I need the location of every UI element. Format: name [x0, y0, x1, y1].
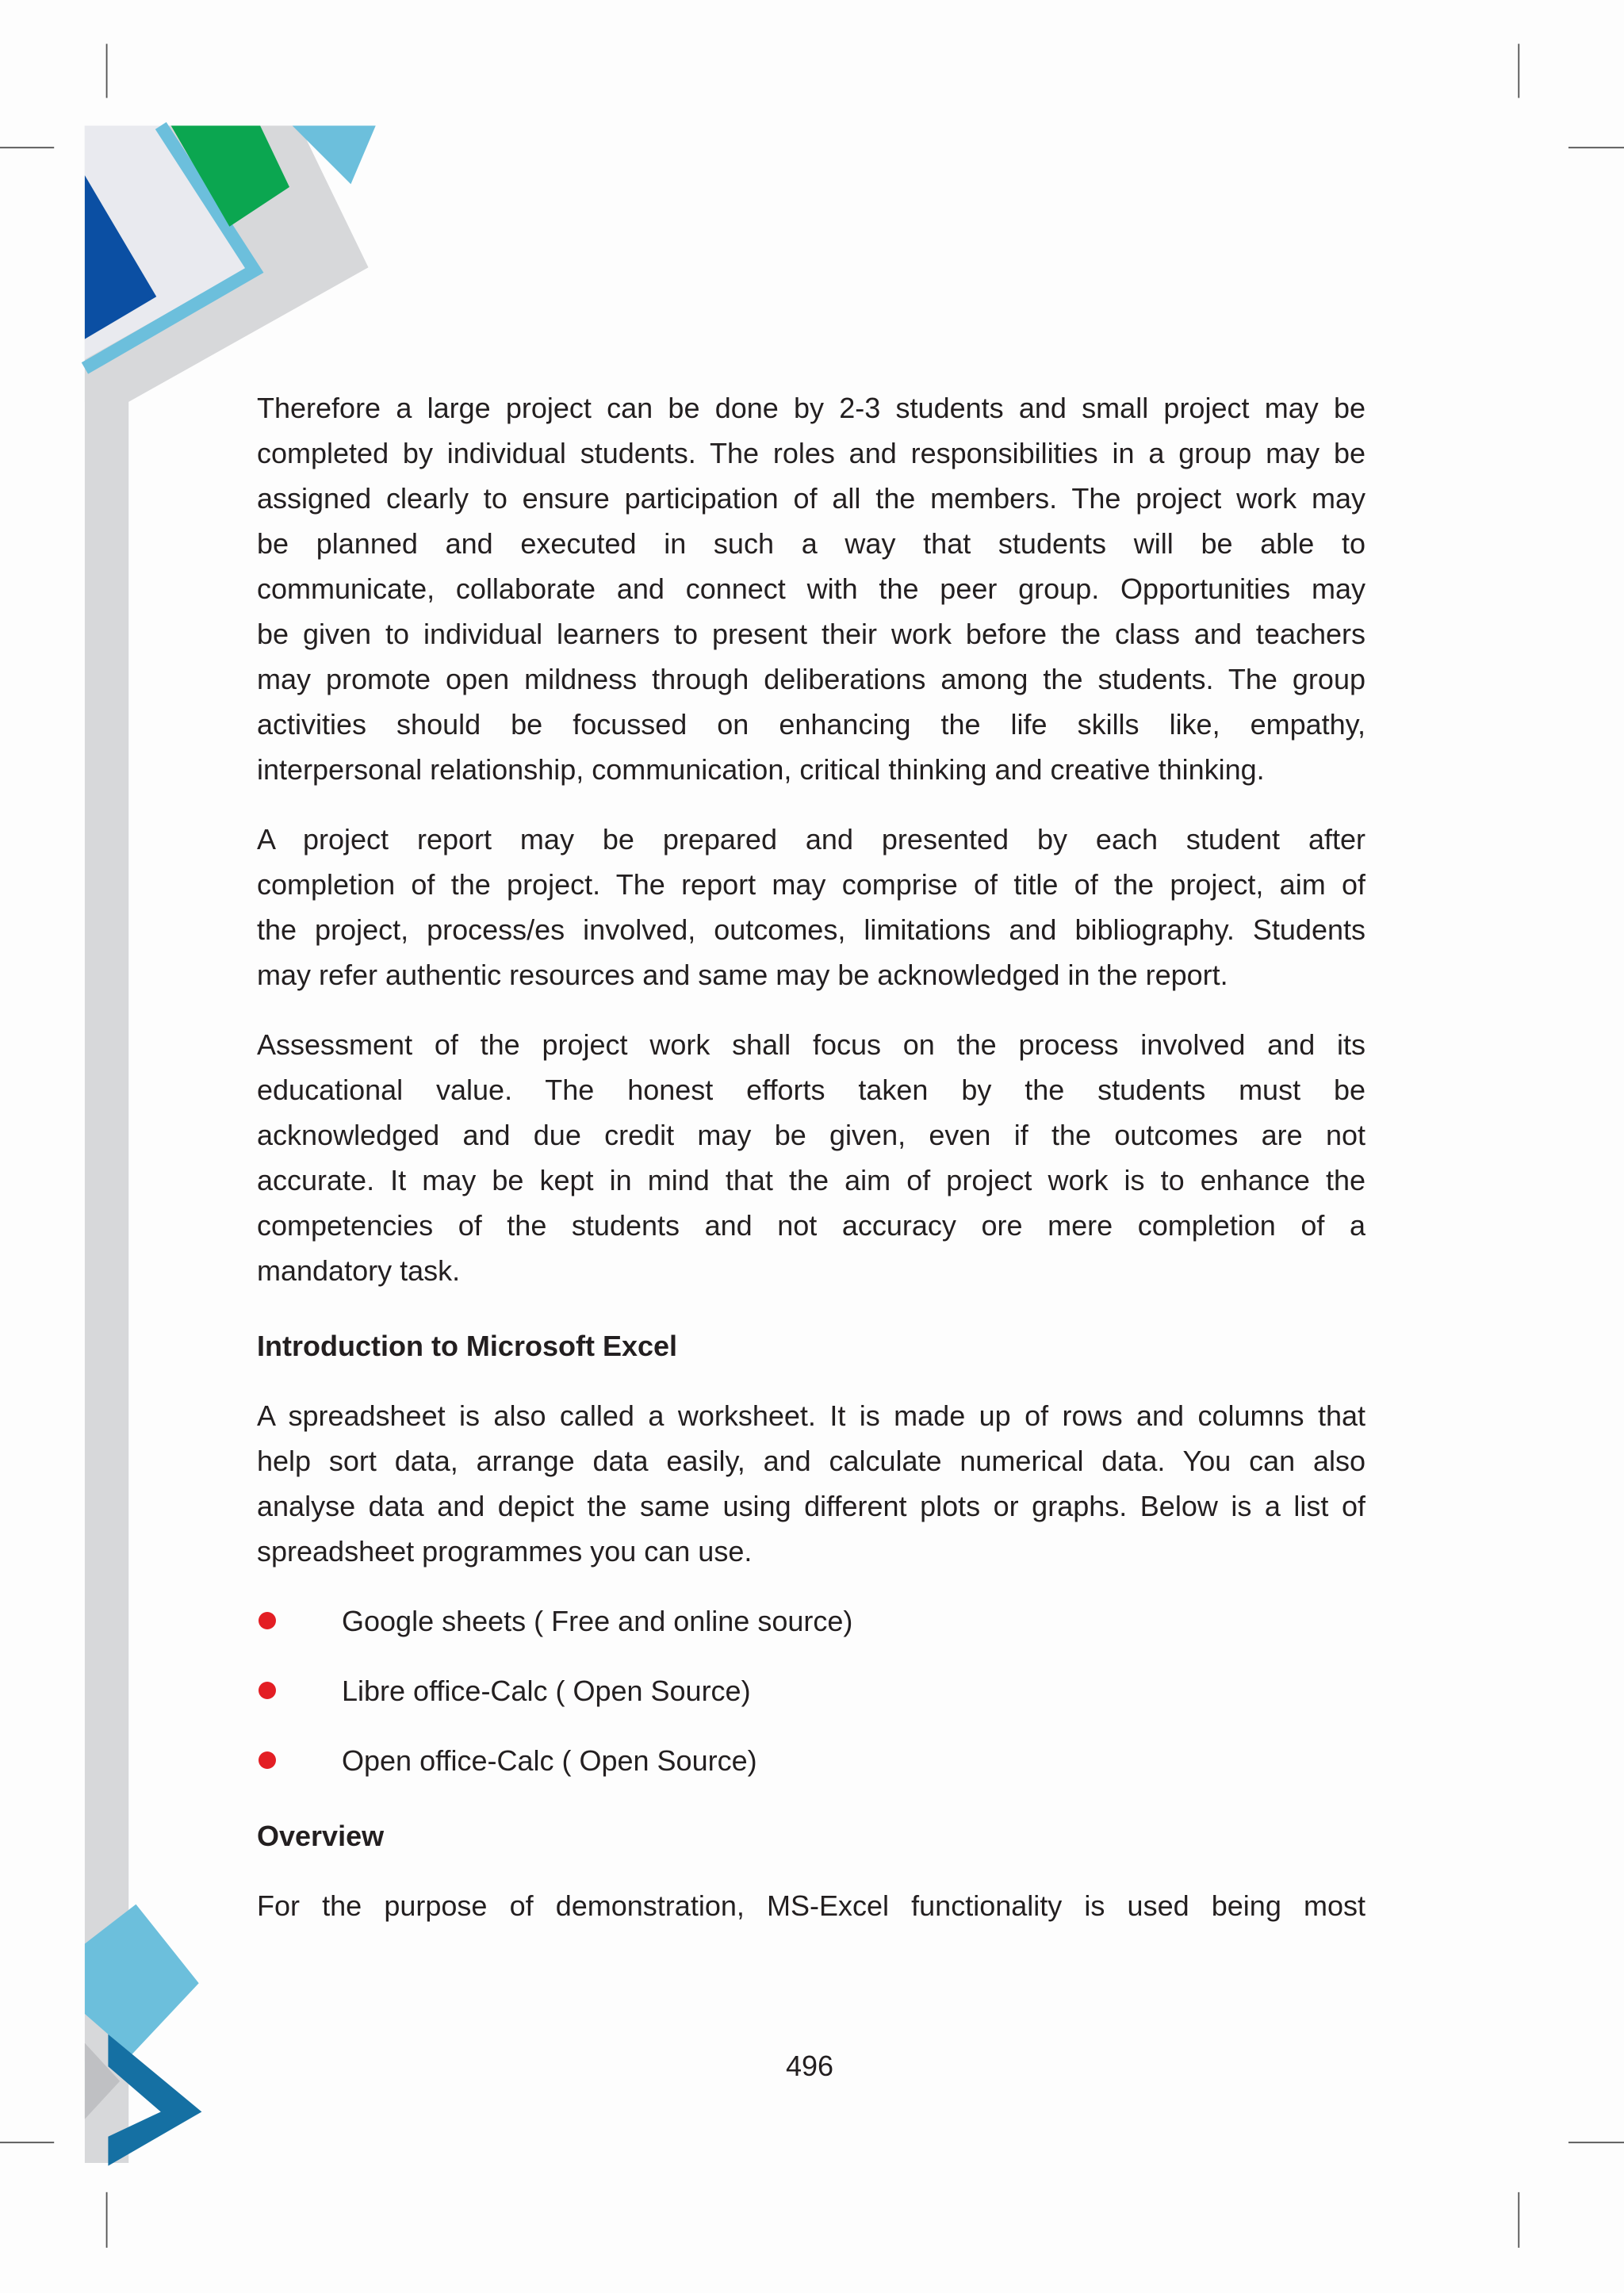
bullet-list: [257, 1598, 1365, 1783]
paragraph: [257, 385, 1365, 792]
paragraph-line: A spreadsheet is also called a worksheet. It is made up of rows and columns that: [257, 1399, 1365, 1432]
list-item-text: Libre office-Calc ( Open Source): [342, 1675, 751, 1707]
paragraph-line: For the purpose of demonstration, MS-Excel functionality is used being most: [257, 1889, 1365, 1922]
paragraph-line: A project report may be prepared and presented by each student after: [257, 823, 1365, 856]
page-number: 496: [785, 2050, 834, 2082]
paragraph-line: communicate, collaborate and connect with the peer group. Opportunities may: [257, 572, 1365, 605]
paragraph: [257, 1022, 1365, 1293]
paragraph-line: analyse data and depict the same using different plots or graphs. Below is a list of: [257, 1490, 1365, 1522]
side-strip: [85, 126, 128, 2163]
paragraph-line: may promote open mildness through deliberations among the students. The group: [257, 663, 1365, 695]
paragraph-line: completion of the project. The report may comprise of title of the project, aim of: [257, 868, 1365, 901]
paragraph-line: activities should be focussed on enhancing the life skills like, empathy,: [257, 708, 1365, 741]
paragraph-line: interpersonal relationship, communication, critical thinking and creative thinking.: [257, 753, 1265, 786]
bullet-dot: [259, 1682, 276, 1699]
text-column: [257, 385, 1365, 1953]
paragraph-line: accurate. It may be kept in mind that the aim of project work is to enhance the: [257, 1164, 1365, 1196]
paragraph-line: help sort data, arrange data easily, and calculate numerical data. You can also: [257, 1445, 1365, 1477]
paragraph-line: assigned clearly to ensure participation of all the members. The project work may: [257, 482, 1365, 515]
paragraph-line: completed by individual students. The roles and responsibilities in a group may be: [257, 437, 1365, 469]
list-item: [257, 1668, 1365, 1713]
paragraph-line: acknowledged and due credit may be given, even if the outcomes are not: [257, 1119, 1365, 1151]
list-item: [257, 1738, 1365, 1783]
section-heading: Introduction to Microsoft Excel: [257, 1330, 678, 1362]
corner-decoration-top: [85, 126, 376, 402]
paragraph: [257, 1883, 1365, 1928]
paragraph: [257, 817, 1365, 997]
paragraph-line: competencies of the students and not accuracy ore mere completion of a: [257, 1209, 1365, 1242]
paragraph-line: spreadsheet programmes you can use.: [257, 1535, 753, 1568]
list-item: [257, 1598, 1365, 1644]
paragraph-line: be planned and executed in such a way that students will be able to: [257, 527, 1365, 560]
paragraph-line: may refer authentic resources and same may be acknowledged in the report.: [257, 959, 1228, 991]
paragraph-line: be given to individual learners to present their work before the class and teachers: [257, 618, 1365, 650]
list-item-text: Google sheets ( Free and online source): [342, 1605, 853, 1637]
bullet-dot: [259, 1612, 276, 1629]
section-heading: Overview: [257, 1820, 385, 1852]
paragraph-line: Therefore a large project can be done by 2-3 students and small project may be: [257, 392, 1365, 424]
paragraph: [257, 1393, 1365, 1574]
list-item-text: Open office-Calc ( Open Source): [342, 1744, 757, 1777]
bullet-dot: [259, 1751, 276, 1769]
paragraph-line: educational value. The honest efforts taken by the students must be: [257, 1074, 1365, 1106]
paragraph-line: mandatory task.: [257, 1254, 461, 1287]
paragraph-line: the project, process/es involved, outcomes, limitations and bibliography. Students: [257, 913, 1365, 946]
paragraph-line: Assessment of the project work shall focus on the process involved and its: [257, 1028, 1365, 1061]
